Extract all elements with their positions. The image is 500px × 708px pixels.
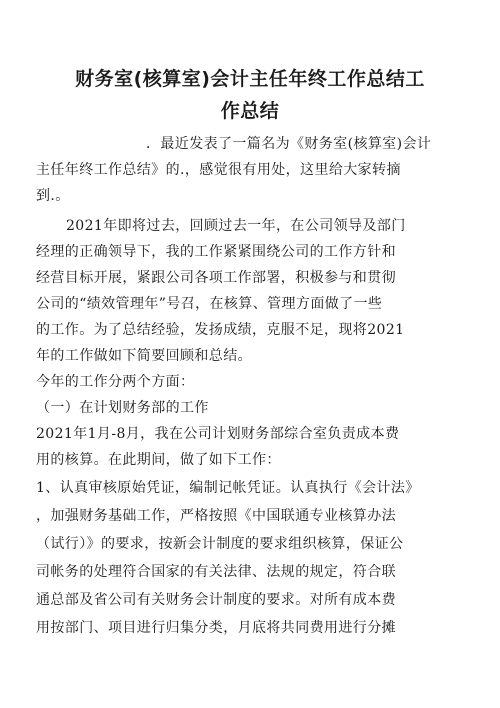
paragraph-line: 用的核算。在此期间，做了如下工作：	[36, 452, 281, 468]
paragraph-line: 用按部门、项目进行归集分类，月底将共同费用进行分摊	[36, 620, 396, 636]
paragraph-line: 经营目标开展，紧跟公司各项工作部署，积极参与和贯彻	[36, 270, 396, 286]
paragraph-line: （试行）》的要求，按新会计制度的要求组织核算，保证公	[36, 536, 404, 552]
paragraph-line: ，加强财务基础工作，严格按照《中国联通专业核算办法	[36, 508, 396, 524]
intro-line-2: 主任年终工作总结》的.，感觉很有用处，这里给大家转摘	[36, 162, 401, 178]
paragraph-line: 年的工作做如下简要回顾和总结。	[36, 348, 252, 364]
paragraph-line: 经理的正确领导下，我的工作紧紧围绕公司的工作方针和	[36, 244, 396, 260]
intro-line-3: 到.。	[36, 188, 70, 204]
intro-line-1: ．最近发表了一篇名为《财务室(核算室)会计	[146, 136, 432, 152]
section-heading: （一）在计划财务部的工作	[36, 400, 209, 416]
document-title-line-2: 作总结	[220, 100, 280, 122]
paragraph-line: 今年的工作分两个方面：	[36, 374, 195, 390]
paragraph-line: 2021年1月-8月，我在公司计划财务部综合室负责成本费	[36, 426, 400, 442]
paragraph-line: 1、认真审核原始凭证，编制记帐凭证。认真执行《会计法》	[36, 480, 420, 496]
document-title-line-1: 财务室(核算室)会计主任年终工作总结工	[75, 68, 425, 90]
paragraph-line: 的工作。为了总结经验，发扬成绩，克服不足，现将2021	[36, 322, 405, 338]
paragraph-line: 公司的“绩效管理年”号召，在核算、管理方面做了一些	[36, 296, 383, 312]
paragraph-line: 通总部及省公司有关财务会计制度的要求。对所有成本费	[36, 592, 396, 608]
paragraph-line: 司帐务的处理符合国家的有关法律、法规的规定，符合联	[36, 564, 396, 580]
paragraph-line: 2021年即将过去，回顾过去一年，在公司领导及部门	[66, 218, 406, 234]
